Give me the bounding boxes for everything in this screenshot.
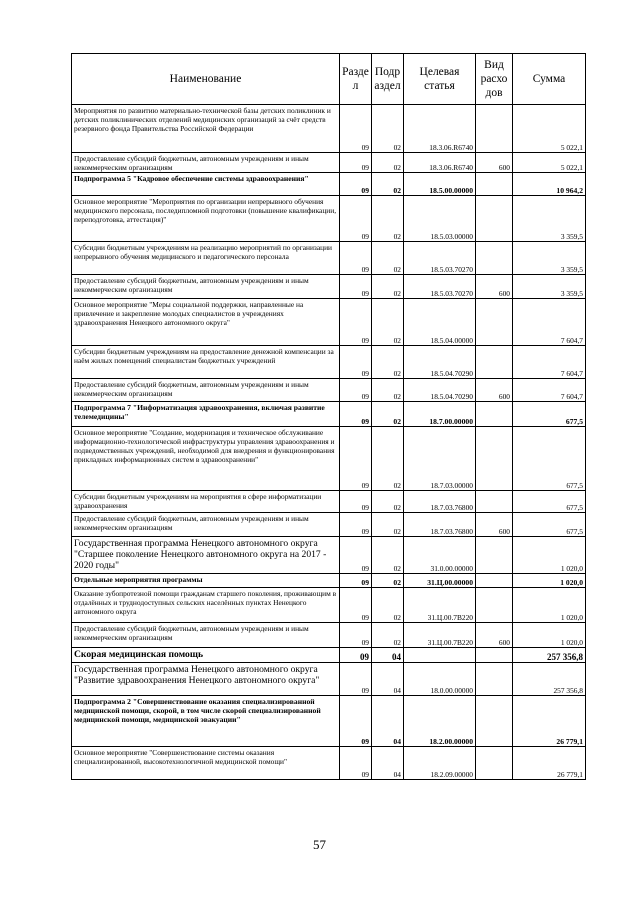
row-name: Оказание зубопротезной помощи гражданам старшего поколения, проживающим в отдалённых и труднодоступных сельских населённых пунктах Ненецкого автономного округа <box>72 588 340 623</box>
row-subsection: 04 <box>372 663 404 696</box>
row-amount: 7 604,7 <box>513 379 586 402</box>
row-subsection: 02 <box>372 346 404 379</box>
row-section: 09 <box>340 242 372 275</box>
row-section: 09 <box>340 537 372 574</box>
table-row <box>72 427 586 491</box>
row-subsection: 02 <box>372 513 404 537</box>
row-name: Предоставление субсидий бюджетным, автономным учреждениям и иным некоммерческим организациям <box>72 379 340 402</box>
row-expense-type: 600 <box>476 623 513 648</box>
row-section: 09 <box>340 402 372 427</box>
row-amount: 3 359,5 <box>513 196 586 242</box>
table-row <box>72 275 586 299</box>
row-amount: 1 020,0 <box>513 537 586 574</box>
row-name: Отдельные мероприятия программы <box>72 574 340 588</box>
row-expense-type: 600 <box>476 513 513 537</box>
row-section: 09 <box>340 196 372 242</box>
row-target-article: 18.5.04.70290 <box>404 379 476 402</box>
row-section: 09 <box>340 427 372 491</box>
row-amount: 26 779,1 <box>513 747 586 780</box>
row-subsection: 02 <box>372 574 404 588</box>
row-expense-type <box>476 491 513 513</box>
row-expense-type <box>476 427 513 491</box>
row-name: Государственная программа Ненецкого автономного округа "Развитие здравоохранения Ненецкого автономного округа" <box>72 663 340 696</box>
row-target-article: 18.7.03.76800 <box>404 491 476 513</box>
table-row <box>72 537 586 574</box>
row-target-article: 18.5.03.70270 <box>404 275 476 299</box>
row-subsection: 02 <box>372 491 404 513</box>
row-name: Основное мероприятие "Создание, модернизация и техническое обслуживание информационно-технологической инфраструктуры управления здравоохранения и подведомственных учреждений, необходимой для внедрения и функционирования прикладных информационных систем в здравоохранении" <box>72 427 340 491</box>
row-section: 09 <box>340 491 372 513</box>
row-expense-type: 600 <box>476 379 513 402</box>
row-target-article: 31.Ц.00.7В220 <box>404 588 476 623</box>
table-row <box>72 648 586 663</box>
table-row <box>72 173 586 196</box>
row-target-article: 18.5.04.00000 <box>404 299 476 346</box>
row-target-article: 18.2.00.00000 <box>404 696 476 747</box>
row-name: Скорая медицинская помощь <box>72 648 340 663</box>
row-subsection: 02 <box>372 173 404 196</box>
row-name: Предоставление субсидий бюджетным, автономным учреждениям и иным некоммерческим организациям <box>72 275 340 299</box>
row-expense-type <box>476 648 513 663</box>
row-subsection: 02 <box>372 299 404 346</box>
row-target-article: 31.Ц.00.7В220 <box>404 623 476 648</box>
header-amount: Сумма <box>513 54 586 105</box>
row-target-article: 18.7.03.76800 <box>404 513 476 537</box>
row-name: Субсидии бюджетным учреждениям на предоставление денежной компенсации за наём жилых помещений специалистам бюджетных учреждений <box>72 346 340 379</box>
row-expense-type <box>476 537 513 574</box>
row-target-article: 18.3.06.R6740 <box>404 105 476 153</box>
table-row <box>72 379 586 402</box>
row-subsection: 02 <box>372 275 404 299</box>
table-row <box>72 696 586 747</box>
table-row <box>72 346 586 379</box>
table-body <box>72 105 586 780</box>
row-section: 09 <box>340 153 372 173</box>
budget-table <box>71 53 586 780</box>
row-amount: 1 020,0 <box>513 588 586 623</box>
header-expense-type: Вид расхо дов <box>476 54 513 105</box>
row-subsection: 04 <box>372 696 404 747</box>
row-amount: 677,5 <box>513 402 586 427</box>
row-name: Мероприятия по развитию материально-технической базы детских поликлиник и детских поликлинических отделений медицинских организаций за счёт средств резервного фонда Правительства Российской Федерации <box>72 105 340 153</box>
row-subsection: 02 <box>372 537 404 574</box>
row-expense-type <box>476 696 513 747</box>
row-target-article: 18.0.00.00000 <box>404 663 476 696</box>
row-section: 09 <box>340 346 372 379</box>
page-number: 57 <box>313 837 326 852</box>
row-expense-type <box>476 105 513 153</box>
row-amount: 257 356,8 <box>513 648 586 663</box>
row-subsection: 02 <box>372 153 404 173</box>
row-section: 09 <box>340 105 372 153</box>
row-section: 09 <box>340 173 372 196</box>
row-name: Основное мероприятие "Мероприятия по организации непрерывного обучения медицинского персонала, последипломной подготовки (повышение квалификации, переподготовка, аттестация)" <box>72 196 340 242</box>
row-target-article <box>404 648 476 663</box>
table-header-row <box>72 54 586 105</box>
row-section: 09 <box>340 747 372 780</box>
row-section: 09 <box>340 623 372 648</box>
row-name: Подпрограмма 5 "Кадровое обеспечение системы здравоохранения" <box>72 173 340 196</box>
table-row <box>72 491 586 513</box>
row-amount: 5 022,1 <box>513 153 586 173</box>
table-row <box>72 153 586 173</box>
header-section: Разде л <box>340 54 372 105</box>
row-target-article: 18.5.03.00000 <box>404 196 476 242</box>
row-name: Субсидии бюджетным учреждениям на мероприятия в сфере информатизации здравоохранения <box>72 491 340 513</box>
row-section: 09 <box>340 513 372 537</box>
row-target-article: 18.5.00.00000 <box>404 173 476 196</box>
row-section: 09 <box>340 588 372 623</box>
row-subsection: 02 <box>372 588 404 623</box>
table-row <box>72 513 586 537</box>
row-target-article: 18.5.03.70270 <box>404 242 476 275</box>
row-amount: 7 604,7 <box>513 346 586 379</box>
row-amount: 5 022,1 <box>513 105 586 153</box>
row-amount: 257 356,8 <box>513 663 586 696</box>
row-name: Подпрограмма 7 "Информатизация здравоохранения, включая развитие телемедицины" <box>72 402 340 427</box>
row-section: 09 <box>340 696 372 747</box>
row-subsection: 02 <box>372 623 404 648</box>
row-name: Предоставление субсидий бюджетным, автономным учреждениям и иным некоммерческим организациям <box>72 623 340 648</box>
row-target-article: 18.2.09.00000 <box>404 747 476 780</box>
table-row <box>72 623 586 648</box>
table-row <box>72 588 586 623</box>
header-target-article: Целевая статья <box>404 54 476 105</box>
row-name: Субсидии бюджетным учреждениям на реализацию мероприятий по организации непрерывного обучения медицинского и педагогического персонала <box>72 242 340 275</box>
row-amount: 10 964,2 <box>513 173 586 196</box>
row-expense-type <box>476 574 513 588</box>
row-name: Предоставление субсидий бюджетным, автономным учреждениям и иным некоммерческим организациям <box>72 513 340 537</box>
table-row <box>72 196 586 242</box>
table-row <box>72 299 586 346</box>
row-amount: 26 779,1 <box>513 696 586 747</box>
row-expense-type <box>476 747 513 780</box>
row-name: Подпрограмма 2 "Совершенствование оказания специализированной медицинской помощи, скорой, в том числе скорой специализированной медицинской помощи, медицинской эвакуации" <box>72 696 340 747</box>
row-subsection: 02 <box>372 242 404 275</box>
row-subsection: 02 <box>372 427 404 491</box>
row-name: Основное мероприятие "Меры социальной поддержки, направленные на привлечение и закрепление молодых специалистов в учреждениях здравоохранения Ненецкого автономного округа" <box>72 299 340 346</box>
row-amount: 3 359,5 <box>513 275 586 299</box>
row-expense-type: 600 <box>476 153 513 173</box>
row-expense-type <box>476 588 513 623</box>
row-subsection: 04 <box>372 648 404 663</box>
row-expense-type <box>476 196 513 242</box>
row-name: Государственная программа Ненецкого автономного округа "Старшее поколение Ненецкого автономного округа на 2017 - 2020 годы" <box>72 537 340 574</box>
row-amount: 677,5 <box>513 491 586 513</box>
row-expense-type <box>476 242 513 275</box>
row-amount: 7 604,7 <box>513 299 586 346</box>
row-section: 09 <box>340 379 372 402</box>
row-expense-type <box>476 402 513 427</box>
table-row <box>72 574 586 588</box>
table-row <box>72 747 586 780</box>
row-target-article: 18.5.04.70290 <box>404 346 476 379</box>
table-row <box>72 663 586 696</box>
row-expense-type <box>476 173 513 196</box>
row-target-article: 18.7.00.00000 <box>404 402 476 427</box>
row-target-article: 18.7.03.00000 <box>404 427 476 491</box>
row-subsection: 02 <box>372 379 404 402</box>
row-section: 09 <box>340 275 372 299</box>
row-expense-type: 600 <box>476 275 513 299</box>
table-row <box>72 105 586 153</box>
row-expense-type <box>476 299 513 346</box>
row-subsection: 02 <box>372 196 404 242</box>
row-target-article: 31.Ц.00.00000 <box>404 574 476 588</box>
row-target-article: 18.3.06.R6740 <box>404 153 476 173</box>
row-amount: 1 020,0 <box>513 574 586 588</box>
row-amount: 1 020,0 <box>513 623 586 648</box>
row-section: 09 <box>340 648 372 663</box>
row-subsection: 04 <box>372 747 404 780</box>
header-name: Наименование <box>72 54 340 105</box>
row-name: Предоставление субсидий бюджетным, автономным учреждениям и иным некоммерческим организациям <box>72 153 340 173</box>
header-subsection: Подр аздел <box>372 54 404 105</box>
row-target-article: 31.0.00.00000 <box>404 537 476 574</box>
row-subsection: 02 <box>372 105 404 153</box>
row-subsection: 02 <box>372 402 404 427</box>
row-name: Основное мероприятие "Совершенствование системы оказания специализированной, высокотехнологичной медицинской помощи" <box>72 747 340 780</box>
row-expense-type <box>476 663 513 696</box>
row-section: 09 <box>340 574 372 588</box>
row-amount: 677,5 <box>513 427 586 491</box>
table-row <box>72 402 586 427</box>
row-section: 09 <box>340 299 372 346</box>
row-amount: 677,5 <box>513 513 586 537</box>
row-section: 09 <box>340 663 372 696</box>
table-row <box>72 242 586 275</box>
row-expense-type <box>476 346 513 379</box>
row-amount: 3 359,5 <box>513 242 586 275</box>
